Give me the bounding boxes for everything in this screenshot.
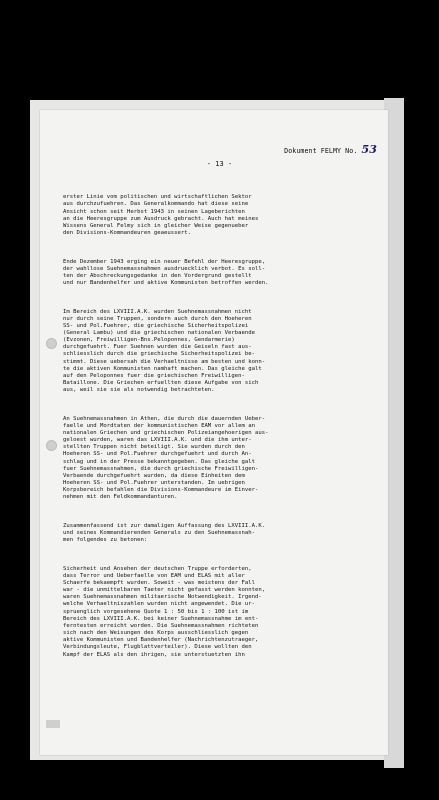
paragraph: An Suehnemassnahmen in Athen, die durch die dauernden Ueber- faelle und Mordtaten der kommunistischen EAM vor allem an nationalen Griechen und griechischen Polizeiangehoerigen aus- geloest wurden, waren das LXVIII.A.K. und die ihm unter- stellten Truppen nicht beteiligt. Sie wurden durch den Hoeheren SS- und Pol.Fuehrer durchgefuehrt und durch An- schlag und in der Presse bekanntgegeben. Das gleiche galt fuer Suehnemassnahmen, die durch griechische Freiwilligen- Verbaende durchgefuehrt wurden, da diese Einheiten dem Hoeheren SS- und Pol.Fuehrer unterstanden. Im uebrigen Korpsbereich befahlen die Divisions-Kommandeure im Einver- nehmen mit den Feldkommandanturen.: [63, 415, 269, 501]
paragraph: erster Linie vom politischen und wirtschaftlichen Sektor aus durchzufuehren. Das Generalkommando hat diese seine Ansicht schon seit Herbst 1943 in seinen Lageberichten an die Heeresgruppe zum Ausdruck gebracht. Auch hat meines Wissens General Felmy sich in gleicher Weise gegenueber den Divisions-Kommandeuren geaeussert.: [63, 194, 259, 237]
paragraph: Im Bereich des LXVIII.A.K. wurden Suehnemassnahmen nicht nur durch seine Truppen, sondern auch durch den Hoeheren SS- und Pol.Fuehrer, die griechische Sicherheitspolizei (General Lambu) und die griechischen nationalen Verbaende (Evzonen, Freiwilligen-Bns.Peloponnes, Gendarmerie) durchgefuehrt. Fuer Suehnen wurden die Geiseln fast aus- schliesslich durch die griechische Sicherheitspolizei be- stimmt. Diese uebersah die Verhaeltnisse am besten und konn- te die aktiven Kommunisten namhaft machen. Das gleiche galt auf den Peloponnes fuer die griechischen Freiwilligen- Bataillone. Die Griechen erfuellten diese Aufgabe von sich aus, weil sie sie als notwendig betrachteten.: [63, 308, 266, 394]
paragraph: Ende Dezember 1943 erging ein neuer Befehl der Heeresgruppe, der wahllose Suehnemassnahmen ausdruecklich verbot. Es soll- ten der Abschreckungsgedanke in den Vordergrund gestellt und nur Bandenhelfer und aktive Kommunisten betroffen werden.: [63, 258, 269, 287]
paragraph: Sicherheit und Ansehen der deutschen Truppe erforderten, dass Terror und Ueberfaelle von EAM und ELAS mit aller Schaerfe bekaempft wurden. Soweit - was meistens der Fall war - die unmittelbaren Taeter nicht gefasst werden konnten, waren Suehnemassnahmen militaerische Notwendigkeit. Irgend- welche Verhaeltniszahlen wurden nicht angewendet. Die ur- spruenglich vorgesehene Quote 1 : 50 bis 1 : 100 ist im Bereich des LXVIII.A.K. bei keiner Suehnemassnahme im ent- ferntesten erreicht worden. Die Suehnemassnahmen richteten sich nach den Weisungen des Korps ausschliesslich gegen aktive Kommunisten und Bandenhelfer (Nachrichtenzutraeger, Verbindungsleute, Flugblattverteiler). Diese wollten den Kampf der ELAS als den ihrigen, sie unterstuetzten ihn: [63, 565, 266, 658]
page-number: - 13 -: [206, 160, 233, 168]
document-reference: [284, 143, 377, 156]
edge-mark: [46, 720, 60, 728]
document-body: [63, 180, 367, 673]
paragraph: Zusammenfassend ist zur damaligen Auffassung des LXVIII.A.K. und seines Kommandierenden Generals zu den Suehnemassnah- men folgendes zu betonen:: [63, 522, 266, 544]
document-label: Dokument FELMY No.: [284, 147, 358, 155]
punch-hole: [46, 338, 57, 349]
document-number: 53: [361, 143, 377, 156]
punch-hole: [46, 440, 57, 451]
